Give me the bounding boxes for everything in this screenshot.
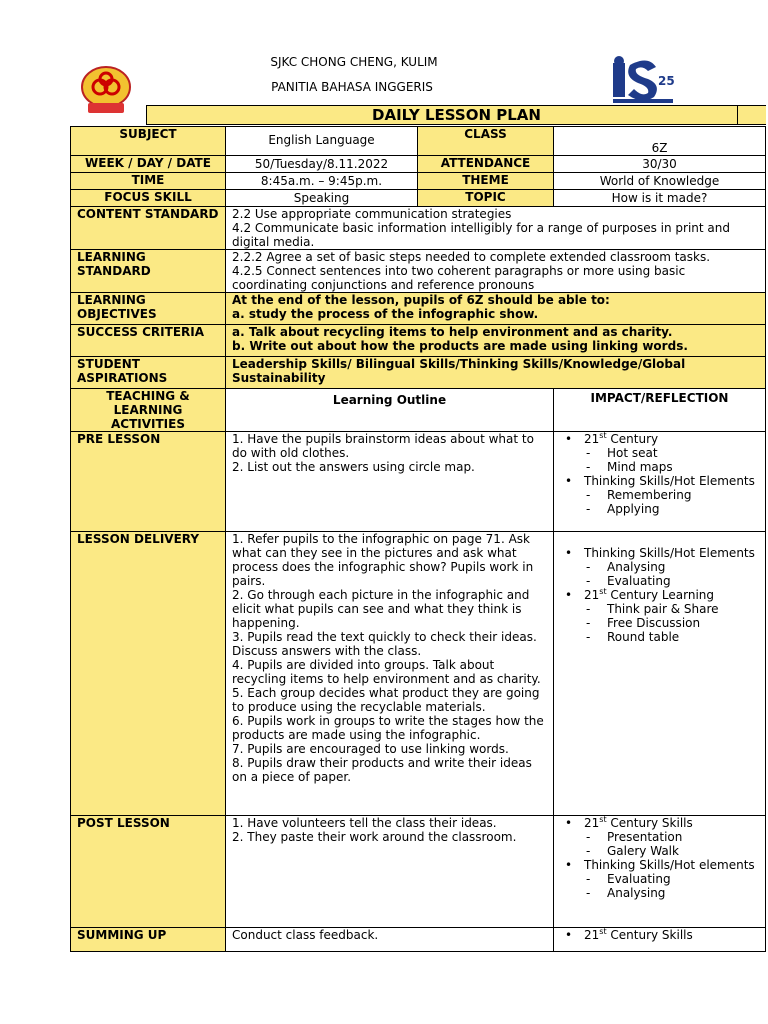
- lesson-delivery-impact: • Thinking Skills/Hot Elements - Analysing - Evaluating • 21st Century Learning - Think pair & Share - Free Discussion - Round table: [554, 532, 766, 816]
- row-success: [71, 325, 766, 357]
- svg-text:25: 25: [658, 74, 675, 88]
- focus-value: Speaking: [226, 190, 418, 207]
- outline-head: Learning Outline: [226, 389, 554, 432]
- row-objectives: [71, 293, 766, 325]
- row-content-standard: [71, 207, 766, 250]
- attendance-value: 30/30: [554, 156, 766, 173]
- aspirations-label: STUDENT ASPIRATIONS: [71, 357, 226, 389]
- content-standard-label: CONTENT STANDARD: [71, 207, 226, 250]
- objectives-text: At the end of the lesson, pupils of 6Z should be able to: a. study the process of the infographic show.: [226, 293, 766, 325]
- class-label: CLASS: [418, 127, 554, 156]
- class-value: 6Z: [554, 127, 766, 156]
- subject-value: English Language: [226, 127, 418, 156]
- pre-lesson-outline: 1. Have the pupils brainstorm ideas about what to do with old clothes. 2. List out the answers using circle map.: [226, 432, 554, 532]
- topic-value: How is it made?: [554, 190, 766, 207]
- school-crest-icon: [80, 65, 132, 115]
- row-focus: [71, 190, 766, 207]
- row-activities-head: [71, 389, 766, 432]
- summing-up-impact: • 21st Century Skills: [554, 928, 766, 952]
- school-name: SJKC CHONG CHENG, KULIM: [270, 55, 438, 69]
- topic-label: TOPIC: [418, 190, 554, 207]
- document-title: DAILY LESSON PLAN: [372, 106, 541, 124]
- row-aspirations: [71, 357, 766, 389]
- summing-up-outline: Conduct class feedback.: [226, 928, 554, 952]
- time-label: TIME: [71, 173, 226, 190]
- objectives-label: LEARNING OBJECTIVES: [71, 293, 226, 325]
- row-pre-lesson: [71, 432, 766, 532]
- time-value: 8:45a.m. – 9:45p.m.: [226, 173, 418, 190]
- theme-label: THEME: [418, 173, 554, 190]
- row-learning-standard: [71, 250, 766, 293]
- success-label: SUCCESS CRITERIA: [71, 325, 226, 357]
- post-lesson-outline: 1. Have volunteers tell the class their ideas. 2. They paste their work around the classroom.: [226, 816, 554, 928]
- week-value: 50/Tuesday/8.11.2022: [226, 156, 418, 173]
- aspirations-text: Leadership Skills/ Bilingual Skills/Thinking Skills/Knowledge/Global Sustainability: [226, 357, 766, 389]
- learning-standard-label: LEARNING STANDARD: [71, 250, 226, 293]
- theme-value: World of Knowledge: [554, 173, 766, 190]
- panel-name: PANITIA BAHASA INGGERIS: [271, 80, 433, 94]
- pre-lesson-label: PRE LESSON: [71, 432, 226, 532]
- lesson-plan-table: [70, 126, 766, 952]
- row-week: [71, 156, 766, 173]
- row-subject: [71, 127, 766, 156]
- success-text: a. Talk about recycling items to help environment and as charity. b. Write out about how the products are made using linking words.: [226, 325, 766, 357]
- week-label: WEEK / DAY / DATE: [71, 156, 226, 173]
- content-standard-text: 2.2 Use appropriate communication strategies 4.2 Communicate basic information intelligibly for a range of purposes in print and digital media.: [226, 207, 766, 250]
- impact-head: IMPACT/REFLECTION: [554, 389, 766, 432]
- row-time: [71, 173, 766, 190]
- post-lesson-label: POST LESSON: [71, 816, 226, 928]
- row-post-lesson: [71, 816, 766, 928]
- title-bar: [146, 105, 766, 125]
- post-lesson-impact: • 21st Century Skills - Presentation - Galery Walk • Thinking Skills/Hot elements - Evaluating - Analysing: [554, 816, 766, 928]
- lesson-delivery-label: LESSON DELIVERY: [71, 532, 226, 816]
- subject-label: SUBJECT: [71, 127, 226, 156]
- attendance-label: ATTENDANCE: [418, 156, 554, 173]
- lesson-delivery-outline: 1. Refer pupils to the infographic on page 71. Ask what can they see in the pictures and ask what process does the infographic show? Pupils work in pairs. 2. Go through each picture in the infographic and elicit what pupils can see and what they think is happening. 3. Pupils read the text quickly to check their ideas. Discuss answers with the class. 4. Pupils are divided into groups. Talk about recycling items to help environment and as charity. 5. Each group decides what product they are going to produce using the recyclable materials. 6. Pupils work in groups to write the stages how the products are made using the infographic. 7. Pupils are encouraged to use linking words. 8. Pupils draw their products and write their ideas on a piece of paper.: [226, 532, 554, 816]
- summing-up-label: SUMMING UP: [71, 928, 226, 952]
- learning-standard-text: 2.2.2 Agree a set of basic steps needed to complete extended classroom tasks. 4.2.5 Connect sentences into two coherent paragraphs or more using basic coordinating conjunctions and reference pronouns: [226, 250, 766, 293]
- sk25-logo-icon: [608, 55, 678, 105]
- activities-label: TEACHING & LEARNING ACTIVITIES: [71, 389, 226, 432]
- focus-label: FOCUS SKILL: [71, 190, 226, 207]
- row-lesson-delivery: [71, 532, 766, 816]
- pre-lesson-impact: • 21st Century - Hot seat - Mind maps • Thinking Skills/Hot Elements - Remembering - Applying: [554, 432, 766, 532]
- row-summing-up: [71, 928, 766, 952]
